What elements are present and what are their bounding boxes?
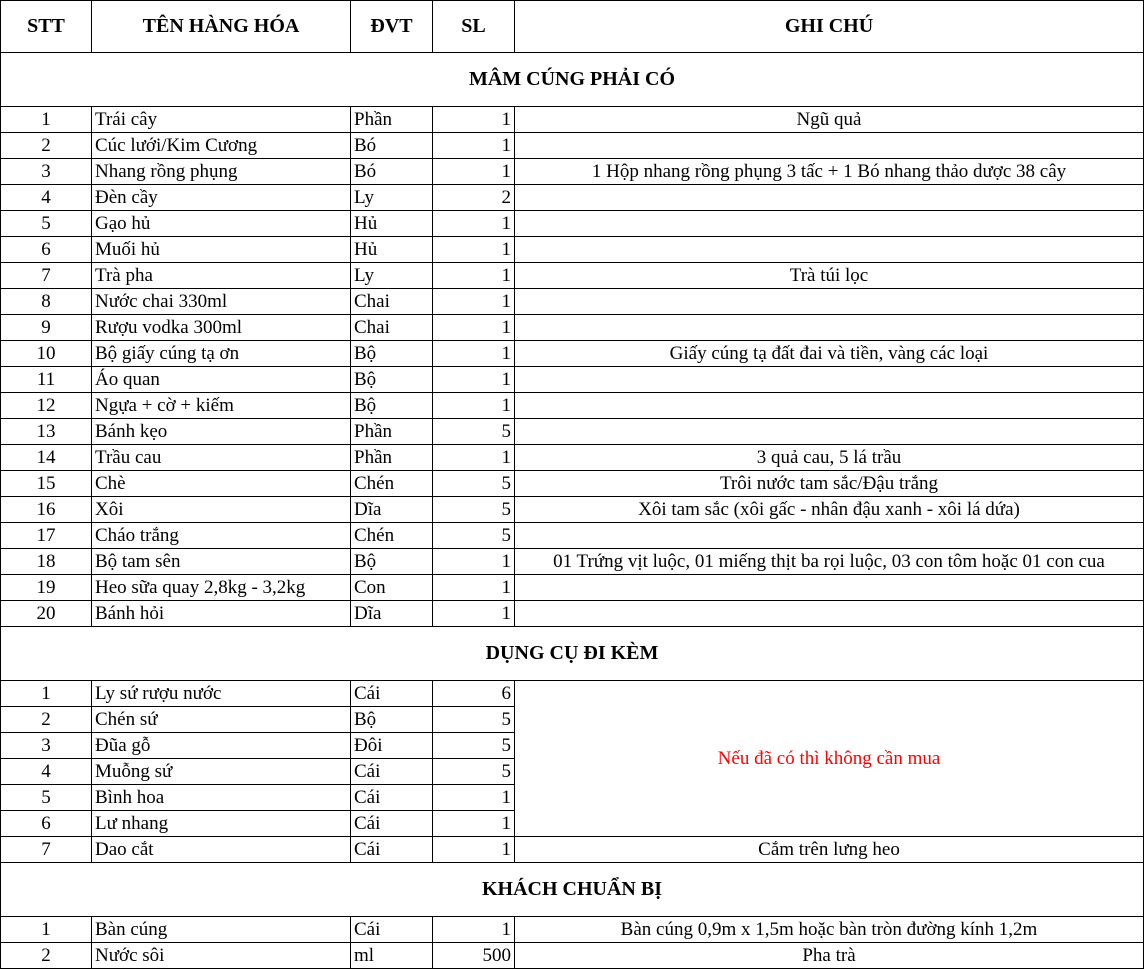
row-unit: Chai: [351, 315, 433, 341]
row-stt: 11: [1, 367, 92, 393]
row-quantity: 5: [433, 733, 515, 759]
row-stt: 13: [1, 419, 92, 445]
table-row: [1, 185, 1144, 211]
row-quantity: 5: [433, 707, 515, 733]
row-unit: Cái: [351, 759, 433, 785]
row-unit: Chai: [351, 289, 433, 315]
row-stt: 2: [1, 133, 92, 159]
row-item-name: Cúc lưới/Kim Cương: [92, 133, 351, 159]
table-row: [1, 943, 1144, 969]
row-unit: Bộ: [351, 549, 433, 575]
row-quantity: 1: [433, 785, 515, 811]
row-unit: Đôi: [351, 733, 433, 759]
row-stt: 6: [1, 237, 92, 263]
row-unit: Con: [351, 575, 433, 601]
row-item-name: Đèn cầy: [92, 185, 351, 211]
row-item-name: Trà pha: [92, 263, 351, 289]
row-note: [515, 367, 1144, 393]
row-item-name: Ly sứ rượu nước: [92, 681, 351, 707]
row-stt: 8: [1, 289, 92, 315]
table-row: [1, 575, 1144, 601]
table-row: [1, 341, 1144, 367]
section-header-row: [1, 863, 1144, 917]
row-item-name: Bánh kẹo: [92, 419, 351, 445]
row-quantity: 1: [433, 341, 515, 367]
table-row: [1, 549, 1144, 575]
row-stt: 2: [1, 943, 92, 969]
table-row: [1, 159, 1144, 185]
row-item-name: Lư nhang: [92, 811, 351, 837]
row-note: Trà túi lọc: [515, 263, 1144, 289]
row-unit: Phần: [351, 107, 433, 133]
row-item-name: Heo sữa quay 2,8kg - 3,2kg: [92, 575, 351, 601]
row-quantity: 1: [433, 237, 515, 263]
table-row: [1, 917, 1144, 943]
row-note: Bàn cúng 0,9m x 1,5m hoặc bàn tròn đường kính 1,2m: [515, 917, 1144, 943]
row-note: [515, 315, 1144, 341]
row-unit: Bộ: [351, 393, 433, 419]
table-row: [1, 237, 1144, 263]
table-row: [1, 523, 1144, 549]
row-note: Pha trà: [515, 943, 1144, 969]
row-note: Trôi nước tam sắc/Đậu trắng: [515, 471, 1144, 497]
row-unit: Cái: [351, 811, 433, 837]
row-stt: 10: [1, 341, 92, 367]
table-row: [1, 211, 1144, 237]
row-stt: 14: [1, 445, 92, 471]
row-note: Ngũ quả: [515, 107, 1144, 133]
row-stt: 7: [1, 263, 92, 289]
row-unit: Phần: [351, 445, 433, 471]
row-stt: 2: [1, 707, 92, 733]
table-row: [1, 681, 1144, 707]
row-stt: 1: [1, 917, 92, 943]
row-unit: Bộ: [351, 367, 433, 393]
row-unit: Phần: [351, 419, 433, 445]
header-qty: SL: [433, 1, 515, 53]
row-unit: Cái: [351, 681, 433, 707]
table-row: [1, 601, 1144, 627]
row-unit: Chén: [351, 471, 433, 497]
row-stt: 15: [1, 471, 92, 497]
header-stt: STT: [1, 1, 92, 53]
row-quantity: 5: [433, 759, 515, 785]
row-stt: 7: [1, 837, 92, 863]
row-item-name: Muối hủ: [92, 237, 351, 263]
row-item-name: Trầu cau: [92, 445, 351, 471]
row-unit: Cái: [351, 837, 433, 863]
row-quantity: 1: [433, 107, 515, 133]
table-row: [1, 393, 1144, 419]
row-quantity: 1: [433, 445, 515, 471]
row-stt: 16: [1, 497, 92, 523]
row-stt: 4: [1, 759, 92, 785]
header-note: GHI CHÚ: [515, 1, 1144, 53]
row-unit: Chén: [351, 523, 433, 549]
section-title: MÂM CÚNG PHẢI CÓ: [1, 53, 1144, 107]
row-item-name: Rượu vodka 300ml: [92, 315, 351, 341]
row-item-name: Muỗng sứ: [92, 759, 351, 785]
table-body: [1, 53, 1144, 969]
table-row: [1, 107, 1144, 133]
row-note: [515, 601, 1144, 627]
row-note: [515, 211, 1144, 237]
table-row: [1, 289, 1144, 315]
row-stt: 1: [1, 681, 92, 707]
row-quantity: 5: [433, 471, 515, 497]
row-note: [515, 237, 1144, 263]
header-row: [1, 1, 1144, 53]
row-stt: 19: [1, 575, 92, 601]
row-stt: 17: [1, 523, 92, 549]
row-item-name: Trái cây: [92, 107, 351, 133]
row-unit: Hủ: [351, 211, 433, 237]
merged-note: Nếu đã có thì không cần mua: [515, 681, 1144, 837]
row-item-name: Bình hoa: [92, 785, 351, 811]
row-stt: 5: [1, 785, 92, 811]
row-item-name: Ngựa + cờ + kiếm: [92, 393, 351, 419]
table-row: [1, 315, 1144, 341]
table-row: [1, 471, 1144, 497]
row-unit: Bó: [351, 159, 433, 185]
row-quantity: 1: [433, 159, 515, 185]
row-stt: 3: [1, 733, 92, 759]
row-unit: Bó: [351, 133, 433, 159]
row-stt: 4: [1, 185, 92, 211]
row-stt: 20: [1, 601, 92, 627]
row-quantity: 1: [433, 211, 515, 237]
row-note: [515, 393, 1144, 419]
header-unit: ĐVT: [351, 1, 433, 53]
row-unit: Bộ: [351, 707, 433, 733]
row-item-name: Bộ tam sên: [92, 549, 351, 575]
row-item-name: Dao cắt: [92, 837, 351, 863]
row-quantity: 1: [433, 133, 515, 159]
row-note: [515, 289, 1144, 315]
row-unit: ml: [351, 943, 433, 969]
row-unit: Ly: [351, 263, 433, 289]
row-item-name: Gạo hủ: [92, 211, 351, 237]
row-note: Cắm trên lưng heo: [515, 837, 1144, 863]
row-note: [515, 185, 1144, 211]
row-unit: Cái: [351, 785, 433, 811]
section-title: DỤNG CỤ ĐI KÈM: [1, 627, 1144, 681]
row-stt: 18: [1, 549, 92, 575]
row-item-name: Chè: [92, 471, 351, 497]
row-quantity: 1: [433, 549, 515, 575]
row-unit: Bộ: [351, 341, 433, 367]
row-item-name: Bàn cúng: [92, 917, 351, 943]
row-stt: 3: [1, 159, 92, 185]
row-stt: 9: [1, 315, 92, 341]
row-unit: Dĩa: [351, 497, 433, 523]
row-note: [515, 575, 1144, 601]
row-item-name: Bộ giấy cúng tạ ơn: [92, 341, 351, 367]
table-row: [1, 263, 1144, 289]
row-quantity: 1: [433, 315, 515, 341]
row-unit: Cái: [351, 917, 433, 943]
row-note: Giấy cúng tạ đất đai và tiền, vàng các loại: [515, 341, 1144, 367]
row-quantity: 1: [433, 601, 515, 627]
row-note: [515, 133, 1144, 159]
row-item-name: Nhang rồng phụng: [92, 159, 351, 185]
row-item-name: Bánh hỏi: [92, 601, 351, 627]
row-quantity: 5: [433, 419, 515, 445]
table-row: [1, 837, 1144, 863]
row-note: 01 Trứng vịt luộc, 01 miếng thịt ba rọi luộc, 03 con tôm hoặc 01 con cua: [515, 549, 1144, 575]
row-unit: Hủ: [351, 237, 433, 263]
section-header-row: [1, 53, 1144, 107]
row-item-name: Nước chai 330ml: [92, 289, 351, 315]
row-item-name: Áo quan: [92, 367, 351, 393]
row-quantity: 2: [433, 185, 515, 211]
row-quantity: 1: [433, 263, 515, 289]
row-quantity: 1: [433, 393, 515, 419]
row-item-name: Cháo trắng: [92, 523, 351, 549]
row-stt: 12: [1, 393, 92, 419]
row-note: 3 quả cau, 5 lá trầu: [515, 445, 1144, 471]
table-row: [1, 419, 1144, 445]
section-title: KHÁCH CHUẨN BỊ: [1, 863, 1144, 917]
row-quantity: 5: [433, 497, 515, 523]
table-row: [1, 497, 1144, 523]
row-quantity: 6: [433, 681, 515, 707]
row-quantity: 1: [433, 289, 515, 315]
row-quantity: 1: [433, 917, 515, 943]
row-note: Xôi tam sắc (xôi gấc - nhân đậu xanh - xôi lá dứa): [515, 497, 1144, 523]
row-stt: 6: [1, 811, 92, 837]
row-item-name: Đũa gỗ: [92, 733, 351, 759]
row-item-name: Nước sôi: [92, 943, 351, 969]
row-quantity: 1: [433, 837, 515, 863]
table-row: [1, 445, 1144, 471]
table-row: [1, 133, 1144, 159]
row-quantity: 500: [433, 943, 515, 969]
row-quantity: 1: [433, 811, 515, 837]
row-item-name: Chén sứ: [92, 707, 351, 733]
row-quantity: 5: [433, 523, 515, 549]
row-quantity: 1: [433, 367, 515, 393]
row-quantity: 1: [433, 575, 515, 601]
row-item-name: Xôi: [92, 497, 351, 523]
header-name: TÊN HÀNG HÓA: [92, 1, 351, 53]
row-stt: 5: [1, 211, 92, 237]
row-note: 1 Hộp nhang rồng phụng 3 tấc + 1 Bó nhang thảo dược 38 cây: [515, 159, 1144, 185]
row-stt: 1: [1, 107, 92, 133]
row-unit: Ly: [351, 185, 433, 211]
table-row: [1, 367, 1144, 393]
row-note: [515, 419, 1144, 445]
row-unit: Dĩa: [351, 601, 433, 627]
section-header-row: [1, 627, 1144, 681]
row-note: [515, 523, 1144, 549]
